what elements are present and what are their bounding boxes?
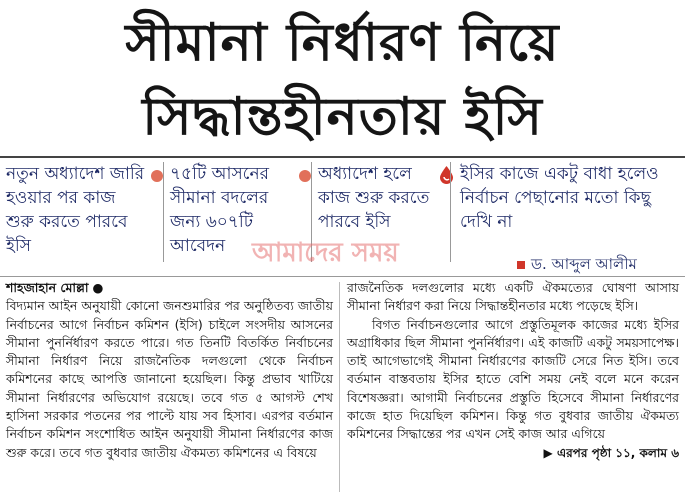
pull-quote: ইসির কাজে একটু বাধা হলেও নির্বাচন পেছানোর মতো কিছু দেখি না <box>460 164 659 232</box>
bullet-dot-icon <box>151 170 163 182</box>
article-column-1 <box>6 279 333 462</box>
teaser-2: ৭৫টি আসনের সীমানা বদলের জন্য ৬০৭টি আবেদন <box>170 164 270 256</box>
column-2-paragraph-1: রাজনৈতিক দলগুলোর মধ্যে একটি ঐকমত্যের ঘোষণা আসায় সীমানা নির্ধারণ করা নিয়ে সিদ্ধান্তহীনতার মধ্যে পড়েছে ইসি। <box>347 280 679 314</box>
bullet-dot-icon <box>299 170 311 182</box>
triangle-icon: ▶ <box>543 445 557 460</box>
teaser-divider <box>450 162 451 262</box>
headline-rule <box>0 156 685 158</box>
byline: শাহজাহান মোল্লা <box>6 280 89 295</box>
column-1-text: বিদ্যমান আইন অনুযায়ী কোনো জনশুমারির পর অনুষ্ঠিতব্য জাতীয় নির্বাচনের আগে নির্বাচন কমিশন (ইসি) চাইলে সংসদীয় আসনের সীমানা পুনর্নির্ধারণ করতে পারে। গত তিনটি বিতর্কিত নির্বাচনের সীমানা নির্ধারণ নিয়ে রাজনৈতিক দলগুলো থেকে নির্বাচন কমিশনের কাছে আপত্তি জানানো হয়েছিল। কিন্তু প্রভাব খাটিয়ে সীমানা নির্ধারণের অভিযোগ রয়েছে। তবে গত ৫ আগস্ট শেখ হাসিনা সরকার পতনের পর পাল্টে যায় সব হিসাব। এরপর বর্তমান নির্বাচন কমিশন সংশোধিত আইন অনুযায়ী সীমানা নির্ধারণের কাজ শুরু করে। তবে গত বুধবার জাতীয় ঐকমত্য কমিশনের এ বিষয়ে <box>6 298 333 460</box>
square-bullet-icon <box>517 261 525 269</box>
continuation-note <box>347 444 679 462</box>
quote-drop-icon <box>440 166 453 184</box>
article-column-2 <box>347 279 679 462</box>
headline-line-2: সিদ্ধান্তহীনতায় ইসি <box>142 87 543 147</box>
byline-dot-icon: ● <box>92 280 104 295</box>
headline-line-1: সীমানা নির্ধারণ নিয়ে <box>125 13 560 73</box>
teaser-divider <box>163 162 164 262</box>
continuation-text: এরপর পৃষ্ঠা ১১, কলাম ৬ <box>556 445 679 460</box>
watermark: আমাদের সময় <box>252 238 399 268</box>
column-divider <box>339 282 340 492</box>
teaser-3: অধ্যাদেশ হলে কাজ শুরু করতে পারবে ইসি <box>318 164 430 232</box>
column-2-paragraph-2: বিগত নির্বাচনগুলোর আগে প্রস্তুতিমূলক কাজের মধ্যে ইসির অগ্রাধিকার ছিল সীমানা পুনর্নির্ধারণ। এই কাজটি একটু সময়সাপেক্ষ। তাই আগেভাগেই সীমানা নির্ধারণের কাজটি সেরে নিত ইসি। তবে বর্তমান বাস্তবতায় ইসির হাতে বেশি সময় নেই বলে মনে করেন বিশেষজ্ঞরা। আগামী নির্বাচনের প্রস্তুতি হিসেবে সীমানা নির্ধারণের কাজে হাত দিয়েছিল কমিশন। কিন্তু গত বুধবার জাতীয় ঐকমত্য কমিশনের সিদ্ধান্তের পর এখন সেই কাজ আর এগিয়ে <box>347 316 679 442</box>
body-rule <box>0 276 685 277</box>
quote-attribution <box>517 254 637 274</box>
teaser-1: নতুন অধ্যাদেশ জারি হওয়ার পর কাজ শুরু করতে পারবে ইসি <box>6 164 145 256</box>
quote-attribution-name: ড. আব্দুল আলীম <box>531 255 637 273</box>
